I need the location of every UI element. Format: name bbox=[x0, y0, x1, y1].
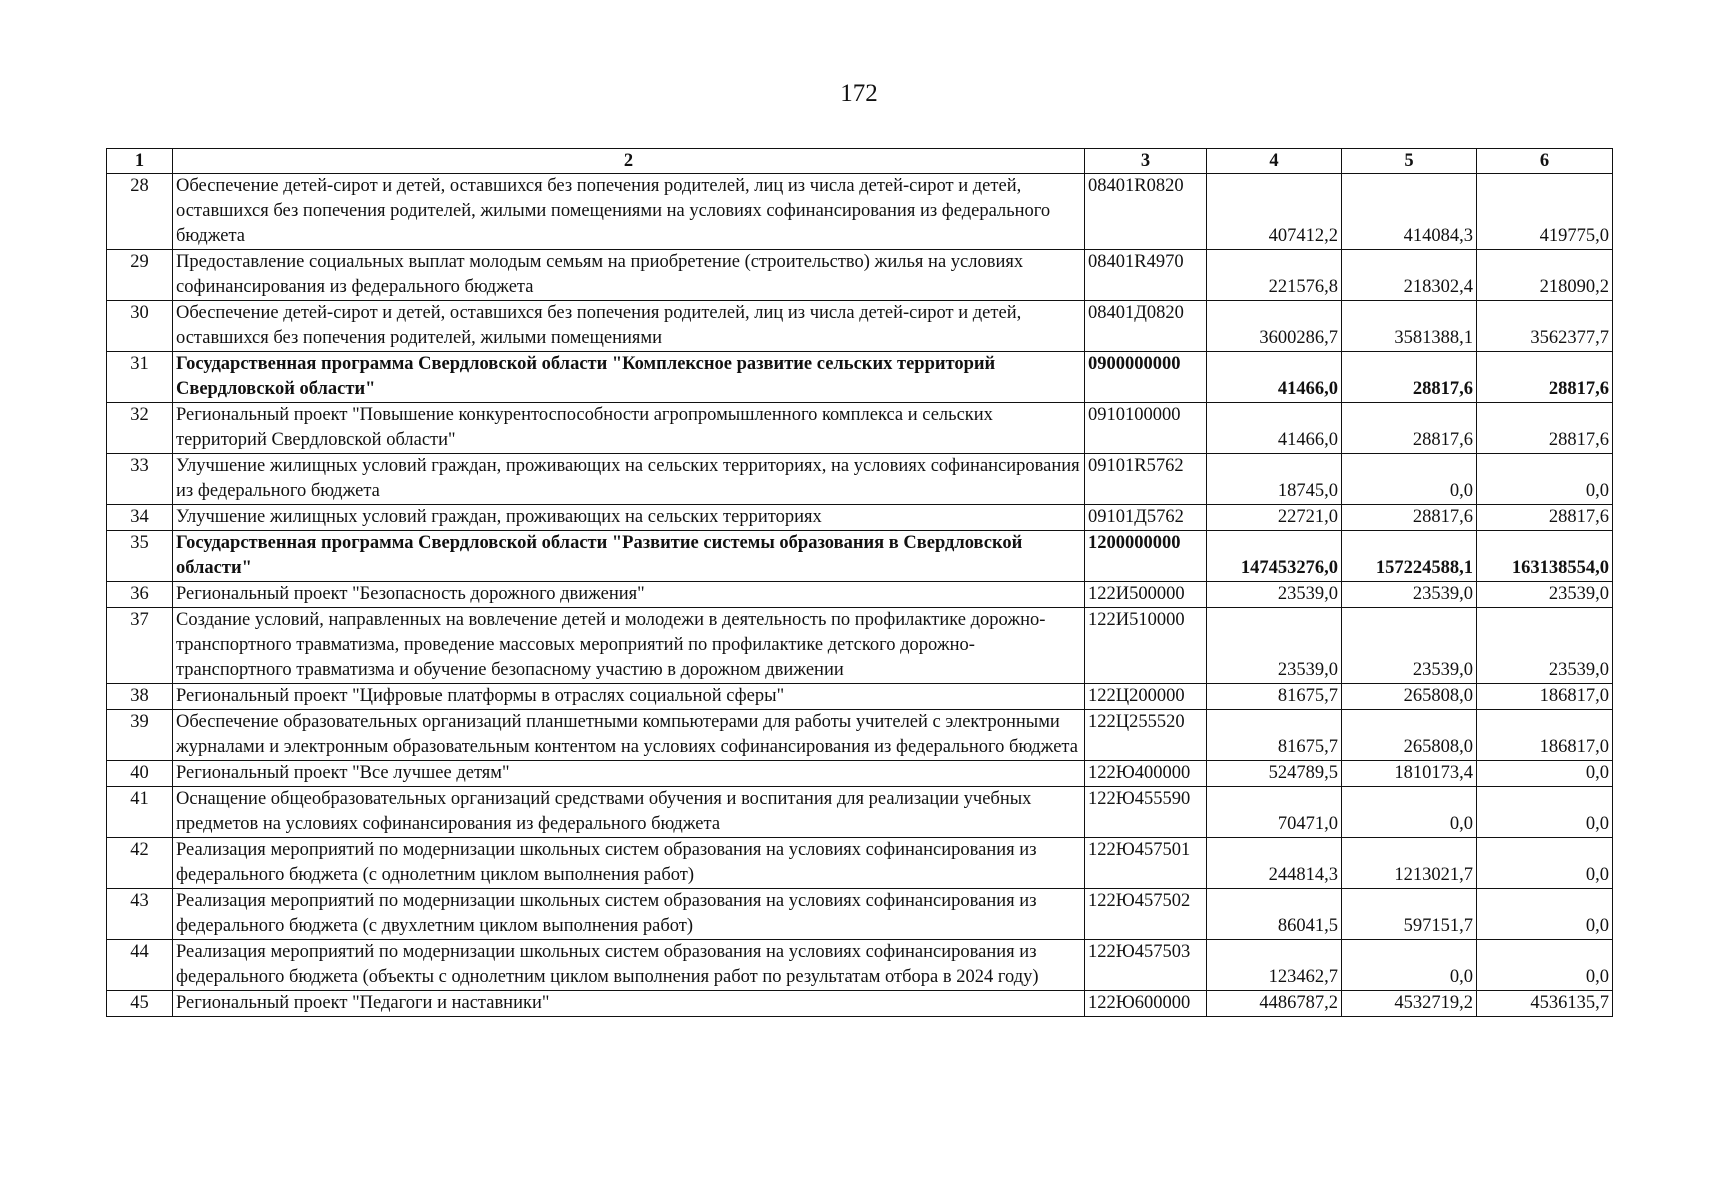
column-header: 6 bbox=[1477, 149, 1613, 174]
amount-col4-cell: 524789,5 bbox=[1207, 761, 1342, 787]
amount-col6-cell: 218090,2 bbox=[1477, 250, 1613, 301]
amount-col4-cell: 123462,7 bbox=[1207, 940, 1342, 991]
amount-col5-cell: 0,0 bbox=[1342, 454, 1477, 505]
table-row bbox=[107, 787, 1613, 838]
amount-col4-cell: 3600286,7 bbox=[1207, 301, 1342, 352]
amount-col4-cell: 81675,7 bbox=[1207, 684, 1342, 710]
amount-col5-cell: 0,0 bbox=[1342, 940, 1477, 991]
amount-col6-cell: 0,0 bbox=[1477, 838, 1613, 889]
item-name-cell: Оснащение общеобразовательных организаций средствами обучения и воспитания для реализации учебных предметов на условиях софинансирования из федерального бюджета bbox=[173, 787, 1085, 838]
amount-col6-cell: 163138554,0 bbox=[1477, 531, 1613, 582]
amount-col5-cell: 28817,6 bbox=[1342, 403, 1477, 454]
table-row bbox=[107, 454, 1613, 505]
table-row bbox=[107, 531, 1613, 582]
row-number-cell: 38 bbox=[107, 684, 173, 710]
row-number-cell: 39 bbox=[107, 710, 173, 761]
row-number-cell: 31 bbox=[107, 352, 173, 403]
table-row bbox=[107, 710, 1613, 761]
amount-col6-cell: 0,0 bbox=[1477, 761, 1613, 787]
row-number-cell: 45 bbox=[107, 991, 173, 1017]
row-number-cell: 42 bbox=[107, 838, 173, 889]
table-row bbox=[107, 301, 1613, 352]
amount-col5-cell: 23539,0 bbox=[1342, 608, 1477, 684]
item-name-cell: Реализация мероприятий по модернизации школьных систем образования на условиях софинансирования из федерального бюджета (с однолетним циклом выполнения работ) bbox=[173, 838, 1085, 889]
amount-col4-cell: 244814,3 bbox=[1207, 838, 1342, 889]
budget-code-cell: 122Ю457502 bbox=[1085, 889, 1207, 940]
amount-col6-cell: 419775,0 bbox=[1477, 174, 1613, 250]
amount-col5-cell: 157224588,1 bbox=[1342, 531, 1477, 582]
budget-code-cell: 122Ю400000 bbox=[1085, 761, 1207, 787]
table-row bbox=[107, 403, 1613, 454]
table-row bbox=[107, 174, 1613, 250]
amount-col5-cell: 265808,0 bbox=[1342, 710, 1477, 761]
amount-col5-cell: 218302,4 bbox=[1342, 250, 1477, 301]
item-name-cell: Реализация мероприятий по модернизации школьных систем образования на условиях софинансирования из федерального бюджета (объекты с однолетним циклом выполнения работ по результатам отбора в 2024 году) bbox=[173, 940, 1085, 991]
item-name-cell: Государственная программа Свердловской области "Комплексное развитие сельских территорий Свердловской области" bbox=[173, 352, 1085, 403]
amount-col6-cell: 23539,0 bbox=[1477, 582, 1613, 608]
row-number-cell: 29 bbox=[107, 250, 173, 301]
amount-col5-cell: 28817,6 bbox=[1342, 505, 1477, 531]
amount-col4-cell: 23539,0 bbox=[1207, 582, 1342, 608]
amount-col4-cell: 23539,0 bbox=[1207, 608, 1342, 684]
amount-col6-cell: 23539,0 bbox=[1477, 608, 1613, 684]
amount-col4-cell: 41466,0 bbox=[1207, 403, 1342, 454]
row-number-cell: 34 bbox=[107, 505, 173, 531]
item-name-cell: Создание условий, направленных на вовлечение детей и молодежи в деятельность по профилактике дорожно-транспортного травматизма, проведение массовых мероприятий по профилактике детского дорожно-транспортного травматизма и обучение безопасному участию в дорожном движении bbox=[173, 608, 1085, 684]
column-header: 2 bbox=[173, 149, 1085, 174]
row-number-cell: 40 bbox=[107, 761, 173, 787]
row-number-cell: 30 bbox=[107, 301, 173, 352]
amount-col5-cell: 265808,0 bbox=[1342, 684, 1477, 710]
row-number-cell: 44 bbox=[107, 940, 173, 991]
item-name-cell: Обеспечение детей-сирот и детей, оставшихся без попечения родителей, лиц из числа детей-сирот и детей, оставшихся без попечения родителей, жилыми помещениями bbox=[173, 301, 1085, 352]
amount-col4-cell: 221576,8 bbox=[1207, 250, 1342, 301]
table-row bbox=[107, 352, 1613, 403]
budget-code-cell: 122И510000 bbox=[1085, 608, 1207, 684]
item-name-cell: Реализация мероприятий по модернизации школьных систем образования на условиях софинансирования из федерального бюджета (с двухлетним циклом выполнения работ) bbox=[173, 889, 1085, 940]
table-row bbox=[107, 250, 1613, 301]
item-name-cell: Региональный проект "Цифровые платформы в отраслях социальной сферы" bbox=[173, 684, 1085, 710]
amount-col5-cell: 0,0 bbox=[1342, 787, 1477, 838]
amount-col4-cell: 22721,0 bbox=[1207, 505, 1342, 531]
row-number-cell: 37 bbox=[107, 608, 173, 684]
budget-code-cell: 08401R0820 bbox=[1085, 174, 1207, 250]
amount-col4-cell: 4486787,2 bbox=[1207, 991, 1342, 1017]
amount-col6-cell: 186817,0 bbox=[1477, 710, 1613, 761]
amount-col6-cell: 4536135,7 bbox=[1477, 991, 1613, 1017]
amount-col4-cell: 81675,7 bbox=[1207, 710, 1342, 761]
budget-code-cell: 122Ц255520 bbox=[1085, 710, 1207, 761]
amount-col4-cell: 70471,0 bbox=[1207, 787, 1342, 838]
table-row bbox=[107, 582, 1613, 608]
item-name-cell: Государственная программа Свердловской области "Развитие системы образования в Свердловской области" bbox=[173, 531, 1085, 582]
table-row bbox=[107, 889, 1613, 940]
budget-code-cell: 1200000000 bbox=[1085, 531, 1207, 582]
amount-col6-cell: 186817,0 bbox=[1477, 684, 1613, 710]
amount-col5-cell: 597151,7 bbox=[1342, 889, 1477, 940]
amount-col6-cell: 28817,6 bbox=[1477, 403, 1613, 454]
table-row bbox=[107, 761, 1613, 787]
row-number-cell: 36 bbox=[107, 582, 173, 608]
item-name-cell: Предоставление социальных выплат молодым семьям на приобретение (строительство) жилья на условиях софинансирования из федерального бюджета bbox=[173, 250, 1085, 301]
budget-code-cell: 122И500000 bbox=[1085, 582, 1207, 608]
amount-col4-cell: 147453276,0 bbox=[1207, 531, 1342, 582]
row-number-cell: 43 bbox=[107, 889, 173, 940]
budget-code-cell: 122Ю457501 bbox=[1085, 838, 1207, 889]
amount-col4-cell: 18745,0 bbox=[1207, 454, 1342, 505]
amount-col5-cell: 1213021,7 bbox=[1342, 838, 1477, 889]
amount-col5-cell: 28817,6 bbox=[1342, 352, 1477, 403]
table-row bbox=[107, 991, 1613, 1017]
amount-col5-cell: 23539,0 bbox=[1342, 582, 1477, 608]
row-number-cell: 35 bbox=[107, 531, 173, 582]
amount-col5-cell: 1810173,4 bbox=[1342, 761, 1477, 787]
item-name-cell: Региональный проект "Все лучшее детям" bbox=[173, 761, 1085, 787]
amount-col6-cell: 28817,6 bbox=[1477, 352, 1613, 403]
amount-col6-cell: 3562377,7 bbox=[1477, 301, 1613, 352]
amount-col4-cell: 407412,2 bbox=[1207, 174, 1342, 250]
table-row bbox=[107, 838, 1613, 889]
amount-col5-cell: 4532719,2 bbox=[1342, 991, 1477, 1017]
budget-code-cell: 08401R4970 bbox=[1085, 250, 1207, 301]
budget-code-cell: 122Ю457503 bbox=[1085, 940, 1207, 991]
table-row bbox=[107, 684, 1613, 710]
budget-code-cell: 0900000000 bbox=[1085, 352, 1207, 403]
amount-col6-cell: 28817,6 bbox=[1477, 505, 1613, 531]
table-row bbox=[107, 940, 1613, 991]
table-body bbox=[107, 174, 1613, 1017]
table-row bbox=[107, 505, 1613, 531]
item-name-cell: Обеспечение образовательных организаций планшетными компьютерами для работы учителей с электронными журналами и электронным образовательным контентом на условиях софинансирования из федерального бюджета bbox=[173, 710, 1085, 761]
column-header: 1 bbox=[107, 149, 173, 174]
amount-col6-cell: 0,0 bbox=[1477, 889, 1613, 940]
item-name-cell: Улучшение жилищных условий граждан, проживающих на сельских территориях, на условиях софинансирования из федерального бюджета bbox=[173, 454, 1085, 505]
budget-code-cell: 122Ю600000 bbox=[1085, 991, 1207, 1017]
budget-table bbox=[106, 148, 1613, 1017]
row-number-cell: 28 bbox=[107, 174, 173, 250]
amount-col6-cell: 0,0 bbox=[1477, 454, 1613, 505]
row-number-cell: 32 bbox=[107, 403, 173, 454]
item-name-cell: Обеспечение детей-сирот и детей, оставшихся без попечения родителей, лиц из числа детей-сирот и детей, оставшихся без попечения родителей, жилыми помещениями на условиях софинансирования из федерального бюджета bbox=[173, 174, 1085, 250]
budget-code-cell: 09101R5762 bbox=[1085, 454, 1207, 505]
row-number-cell: 41 bbox=[107, 787, 173, 838]
amount-col6-cell: 0,0 bbox=[1477, 940, 1613, 991]
item-name-cell: Региональный проект "Повышение конкурентоспособности агропромышленного комплекса и сельских территорий Свердловской области" bbox=[173, 403, 1085, 454]
table-row bbox=[107, 608, 1613, 684]
budget-code-cell: 08401Д0820 bbox=[1085, 301, 1207, 352]
budget-code-cell: 09101Д5762 bbox=[1085, 505, 1207, 531]
item-name-cell: Региональный проект "Безопасность дорожного движения" bbox=[173, 582, 1085, 608]
amount-col4-cell: 86041,5 bbox=[1207, 889, 1342, 940]
page-number: 172 bbox=[840, 80, 878, 107]
budget-code-cell: 0910100000 bbox=[1085, 403, 1207, 454]
budget-code-cell: 122Ц200000 bbox=[1085, 684, 1207, 710]
item-name-cell: Региональный проект "Педагоги и наставники" bbox=[173, 991, 1085, 1017]
table-header-row bbox=[107, 149, 1613, 174]
column-header: 4 bbox=[1207, 149, 1342, 174]
amount-col4-cell: 41466,0 bbox=[1207, 352, 1342, 403]
column-header: 3 bbox=[1085, 149, 1207, 174]
column-header: 5 bbox=[1342, 149, 1477, 174]
item-name-cell: Улучшение жилищных условий граждан, проживающих на сельских территориях bbox=[173, 505, 1085, 531]
amount-col5-cell: 414084,3 bbox=[1342, 174, 1477, 250]
amount-col5-cell: 3581388,1 bbox=[1342, 301, 1477, 352]
row-number-cell: 33 bbox=[107, 454, 173, 505]
amount-col6-cell: 0,0 bbox=[1477, 787, 1613, 838]
budget-code-cell: 122Ю455590 bbox=[1085, 787, 1207, 838]
